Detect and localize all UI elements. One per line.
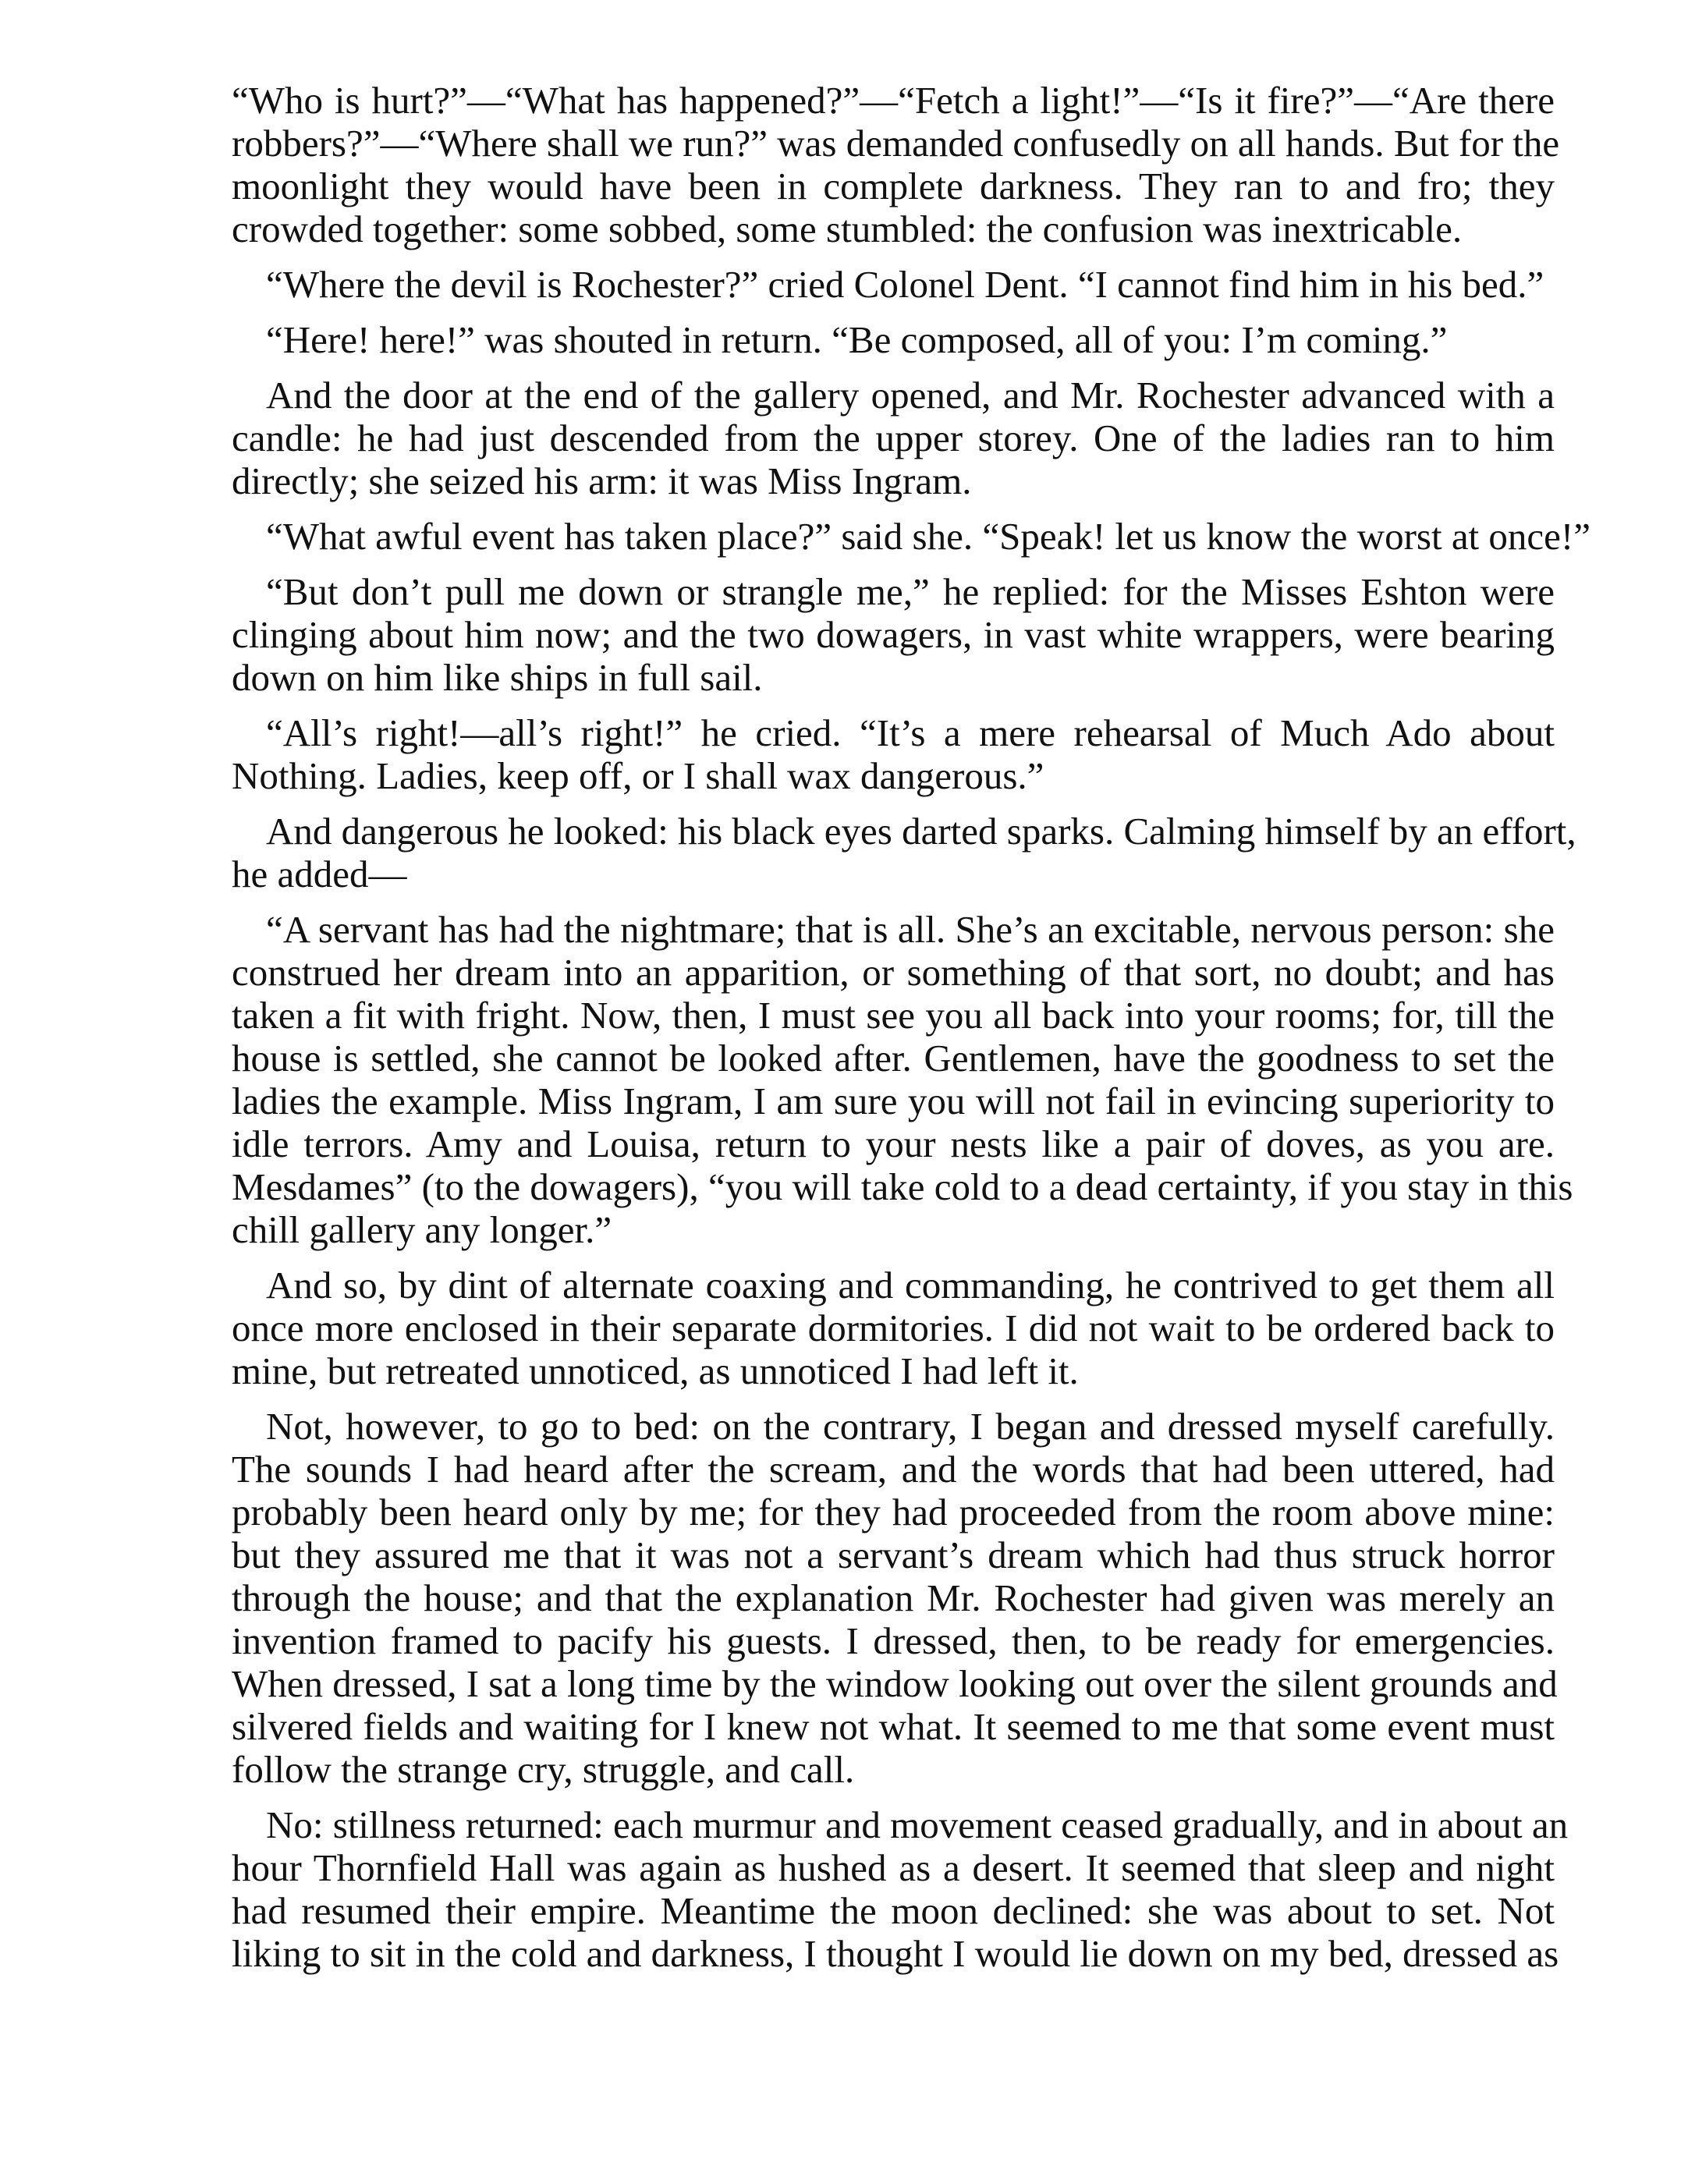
paragraph — [232, 263, 1555, 306]
text-line: And the door at the end of the gallery opened, and Mr. Rochester advanced with a — [266, 374, 1555, 417]
text-line: Nothing. Ladies, keep off, or I shall wax dangerous.” — [232, 754, 1044, 797]
paragraph — [232, 1264, 1555, 1392]
text-line: house is settled, she cannot be looked after. Gentlemen, have the goodness to set the — [232, 1037, 1555, 1080]
text-line: follow the strange cry, struggle, and call. — [232, 1748, 855, 1791]
paragraph — [232, 711, 1555, 797]
text-line: once more enclosed in their separate dormitories. I did not wait to be ordered back to — [232, 1306, 1555, 1349]
text-line: he added— — [232, 853, 407, 895]
paragraph — [232, 810, 1576, 895]
paragraph — [232, 374, 1555, 502]
text-line: crowded together: some sobbed, some stumbled: the confusion was inextricable. — [232, 207, 1463, 250]
text-line: directly; she seized his arm: it was Miss Ingram. — [232, 459, 972, 502]
text-line: silvered fields and waiting for I knew not what. It seemed to me that some event must — [232, 1705, 1555, 1748]
text-line: moonlight they would have been in complete darkness. They ran to and fro; they — [232, 165, 1555, 207]
text-line: And so, by dint of alternate coaxing and commanding, he contrived to get them all — [266, 1264, 1555, 1306]
text-line: probably been heard only by me; for they had proceeded from the room above mine: — [232, 1491, 1555, 1533]
text-line: through the house; and that the explanation Mr. Rochester had given was merely an — [232, 1576, 1555, 1619]
text-line: “What awful event has taken place?” said she. “Speak! let us know the worst at once!” — [266, 515, 1590, 558]
paragraph — [232, 318, 1555, 361]
text-line: taken a fit with fright. Now, then, I must see you all back into your rooms; for, till the — [232, 994, 1555, 1037]
text-line: “Who is hurt?”—“What has happened?”—“Fetch a light!”—“Is it fire?”—“Are there — [232, 79, 1555, 122]
text-line: liking to sit in the cold and darkness, I thought I would lie down on my bed, dressed as — [232, 1932, 1559, 1975]
text-line: but they assured me that it was not a servant’s dream which had thus struck horror — [232, 1533, 1555, 1576]
text-line: candle: he had just descended from the upper storey. One of the ladies ran to him — [232, 417, 1555, 459]
text-line: construed her dream into an apparition, or something of that sort, no doubt; and has — [232, 951, 1555, 994]
text-line: Mesdames” (to the dowagers), “you will take cold to a dead certainty, if you stay in this — [232, 1165, 1573, 1208]
text-line: “Where the devil is Rochester?” cried Colonel Dent. “I cannot find him in his bed.” — [266, 263, 1544, 306]
book-page-text — [232, 79, 1590, 1987]
text-line: had resumed their empire. Meantime the moon declined: she was about to set. Not — [232, 1889, 1555, 1932]
text-line: No: stillness returned: each murmur and movement ceased gradually, and in about an — [266, 1803, 1569, 1846]
paragraph — [232, 79, 1560, 250]
text-line: down on him like ships in full sail. — [232, 656, 763, 699]
text-line: hour Thornfield Hall was again as hushed as a desert. It seemed that sleep and night — [232, 1846, 1555, 1889]
paragraph — [232, 570, 1555, 699]
text-line: mine, but retreated unnoticed, as unnoticed I had left it. — [232, 1349, 1079, 1392]
text-line: “But don’t pull me down or strangle me,” he replied: for the Misses Eshton were — [266, 570, 1555, 613]
text-line: “A servant has had the nightmare; that is all. She’s an excitable, nervous person: she — [266, 908, 1555, 951]
paragraph — [232, 1803, 1569, 1975]
text-line: The sounds I had heard after the scream, and the words that had been uttered, had — [232, 1448, 1555, 1491]
text-line: clinging about him now; and the two dowagers, in vast white wrappers, were bearing — [232, 613, 1555, 656]
paragraph — [232, 908, 1573, 1251]
text-line: idle terrors. Amy and Louisa, return to your nests like a pair of doves, as you are. — [232, 1122, 1555, 1165]
text-line: ladies the example. Miss Ingram, I am sure you will not fail in evincing superiority to — [232, 1080, 1555, 1122]
text-line: chill gallery any longer.” — [232, 1208, 612, 1251]
text-line: When dressed, I sat a long time by the window looking out over the silent grounds and — [232, 1662, 1558, 1705]
text-line: invention framed to pacify his guests. I dressed, then, to be ready for emergencies. — [232, 1619, 1555, 1662]
text-line: robbers?”—“Where shall we run?” was demanded confusedly on all hands. But for the — [232, 122, 1560, 165]
text-line: Not, however, to go to bed: on the contrary, I began and dressed myself carefully. — [266, 1405, 1555, 1448]
text-line: And dangerous he looked: his black eyes darted sparks. Calming himself by an effort, — [266, 810, 1576, 853]
paragraph — [232, 1405, 1558, 1791]
paragraph — [232, 515, 1590, 558]
text-line: “All’s right!—all’s right!” he cried. “It’s a mere rehearsal of Much Ado about — [266, 711, 1555, 754]
text-line: “Here! here!” was shouted in return. “Be composed, all of you: I’m coming.” — [266, 318, 1448, 361]
